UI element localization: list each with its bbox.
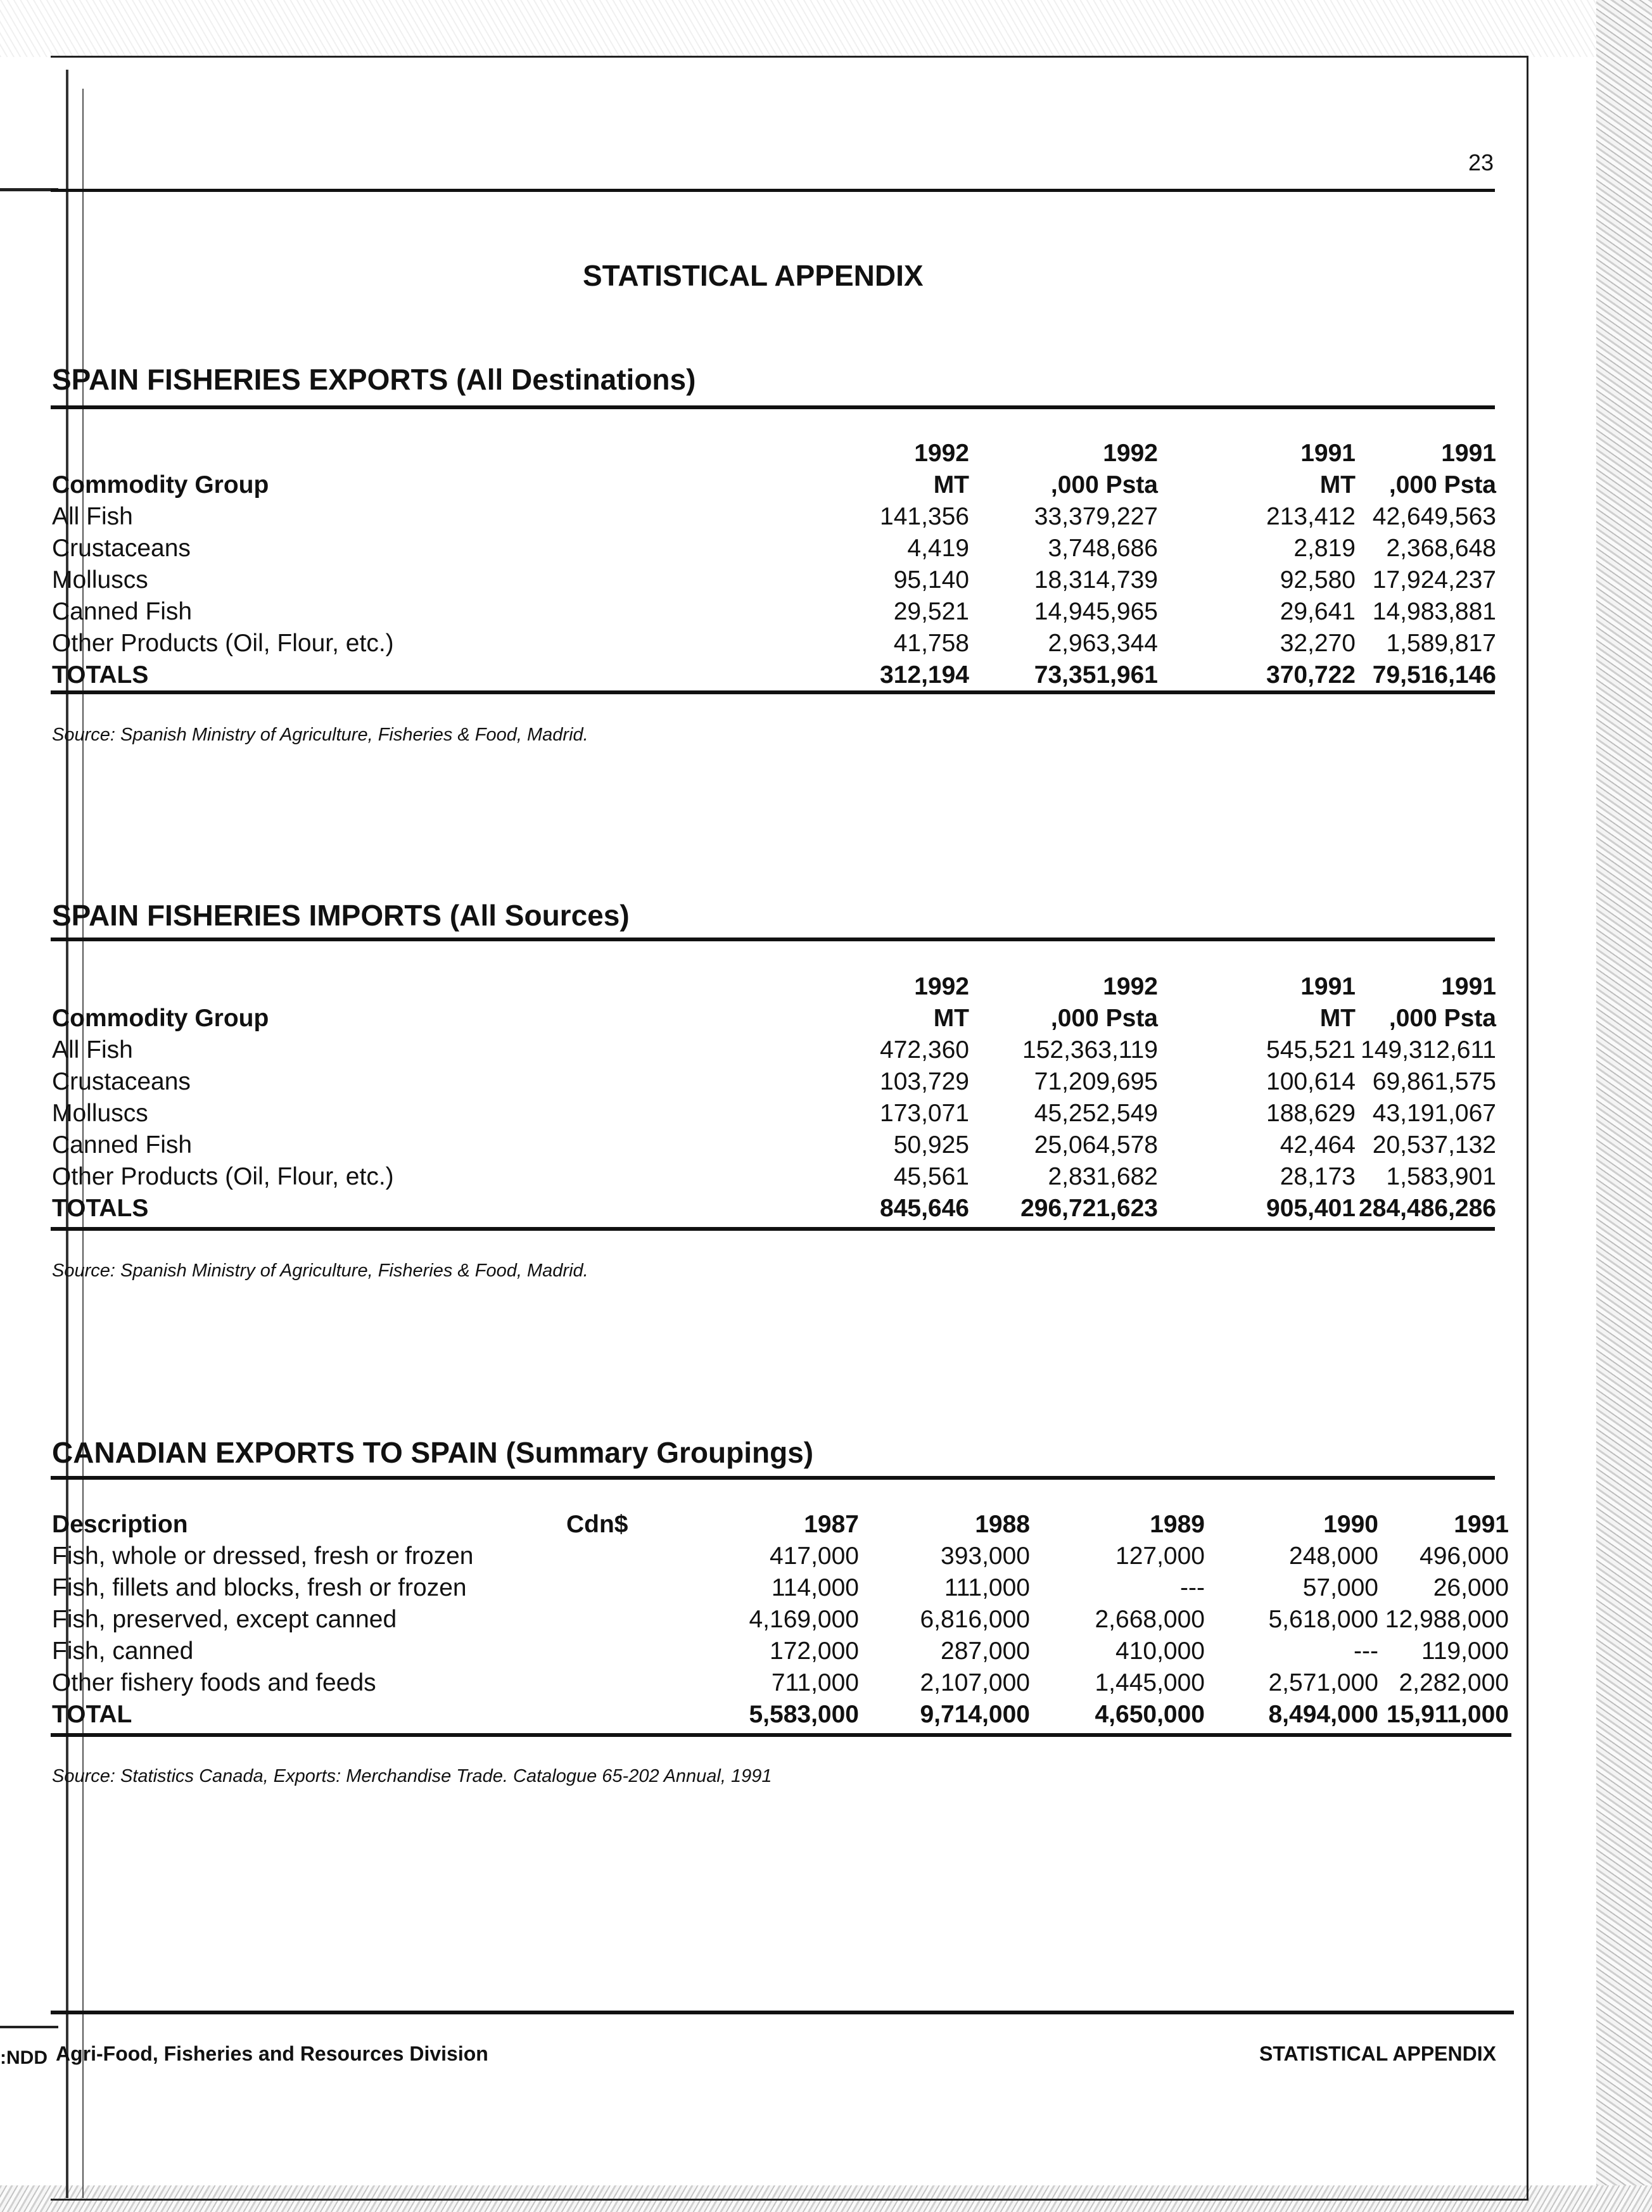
col-header-year: 1991 xyxy=(1300,973,1356,1000)
total-value: 15,911,000 xyxy=(1386,1701,1509,1728)
row-label: Fish, preserved, except canned xyxy=(52,1606,397,1633)
cell-value: 149,312,611 xyxy=(1361,1036,1496,1064)
row-label: Other fishery foods and feeds xyxy=(52,1669,376,1696)
table-row xyxy=(52,564,1496,596)
col-header-year: 1992 xyxy=(1103,973,1158,1000)
col-header-unit: MT xyxy=(1319,471,1356,499)
margin-tick-top xyxy=(0,188,58,191)
table-header-row xyxy=(52,971,1496,1003)
cell-value: 2,819 xyxy=(1293,535,1356,562)
total-value: 845,646 xyxy=(880,1195,969,1222)
cell-value: 410,000 xyxy=(1115,1637,1205,1665)
total-value: 79,516,146 xyxy=(1372,661,1496,689)
scan-noise-top xyxy=(0,0,1652,57)
col-header-year: 1991 xyxy=(1300,440,1356,467)
cell-value: --- xyxy=(1180,1574,1205,1601)
footer-section: STATISTICAL APPENDIX xyxy=(1259,2042,1496,2065)
row-label: Molluscs xyxy=(52,1100,148,1127)
total-value: 5,583,000 xyxy=(749,1701,859,1728)
cell-value: 3,748,686 xyxy=(1048,535,1158,562)
row-label: Crustaceans xyxy=(52,535,191,562)
col-header-year: 1992 xyxy=(914,440,969,467)
cell-value: 2,107,000 xyxy=(920,1669,1030,1696)
canada-title xyxy=(52,1435,813,1470)
cell-value: 4,419 xyxy=(907,535,969,562)
table-row xyxy=(52,1129,1496,1161)
col-header-year: 1990 xyxy=(1323,1511,1378,1538)
imports-top-rule xyxy=(51,938,1495,941)
cell-value: 2,571,000 xyxy=(1268,1669,1378,1696)
imports-source: Source: Spanish Ministry of Agriculture, Fisheries & Food, Madrid. xyxy=(52,1261,588,1281)
cell-value: 42,464 xyxy=(1280,1131,1356,1159)
cell-value: 2,831,682 xyxy=(1048,1163,1158,1190)
col-header-unit: MT xyxy=(1319,1005,1356,1032)
table-header-row xyxy=(52,469,1496,501)
cell-value: 119,000 xyxy=(1421,1637,1509,1665)
table-row xyxy=(52,501,1496,533)
footer-tag: :NDD xyxy=(0,2047,48,2068)
total-value: 284,486,286 xyxy=(1359,1195,1496,1222)
col-header-unit: ,000 Psta xyxy=(1050,471,1158,499)
cell-value: 45,561 xyxy=(893,1163,969,1190)
cell-value: 248,000 xyxy=(1289,1542,1378,1570)
col-header-unit: ,000 Psta xyxy=(1388,471,1496,499)
table-row xyxy=(52,1604,1509,1636)
canada-bottom-rule xyxy=(51,1733,1511,1737)
row-label: Canned Fish xyxy=(52,1131,193,1159)
cell-value: 188,629 xyxy=(1266,1100,1356,1127)
row-label: Fish, whole or dressed, fresh or frozen xyxy=(52,1542,474,1570)
cell-value: 25,064,578 xyxy=(1034,1131,1158,1159)
table-header-row xyxy=(52,1509,1509,1541)
cell-value: 496,000 xyxy=(1420,1542,1509,1570)
total-value: 312,194 xyxy=(880,661,969,689)
cell-value: 41,758 xyxy=(893,630,969,657)
cell-value: 152,363,119 xyxy=(1022,1036,1158,1064)
row-label: Fish, fillets and blocks, fresh or frozen xyxy=(52,1574,467,1601)
cell-value: 17,924,237 xyxy=(1372,566,1496,594)
cell-value: 5,618,000 xyxy=(1268,1606,1378,1633)
cell-value: 45,252,549 xyxy=(1034,1100,1158,1127)
col-header-year: 1992 xyxy=(914,973,969,1000)
description-header: Description xyxy=(52,1511,188,1538)
col-header-year: 1988 xyxy=(975,1511,1030,1538)
imports-title-main: SPAIN FISHERIES IMPORTS xyxy=(52,899,442,932)
cell-value: 287,000 xyxy=(941,1637,1030,1665)
cell-value: 172,000 xyxy=(770,1637,859,1665)
exports-title-sub: (All Destinations) xyxy=(456,363,696,396)
cell-value: 6,816,000 xyxy=(920,1606,1030,1633)
row-label: Crustaceans xyxy=(52,1068,191,1095)
cell-value: 57,000 xyxy=(1302,1574,1378,1601)
cell-value: 18,314,739 xyxy=(1034,566,1158,594)
col-header-year: 1991 xyxy=(1454,1511,1509,1538)
canada-title-sub: (Summary Groupings) xyxy=(505,1436,814,1469)
imports-title xyxy=(52,898,630,932)
exports-table xyxy=(52,438,1496,691)
table-row xyxy=(52,1667,1509,1699)
table-row xyxy=(52,533,1496,564)
cell-value: 711,000 xyxy=(771,1669,859,1696)
cell-value: 50,925 xyxy=(893,1131,969,1159)
col-header-year: 1992 xyxy=(1103,440,1158,467)
page-number: 23 xyxy=(1468,149,1494,175)
cell-value: 103,729 xyxy=(880,1068,969,1095)
col-header-unit: ,000 Psta xyxy=(1050,1005,1158,1032)
totals-row xyxy=(52,1699,1509,1731)
exports-bottom-rule xyxy=(51,690,1495,694)
table-header-row xyxy=(52,438,1496,469)
exports-title xyxy=(52,362,696,397)
footer-rule xyxy=(51,2011,1514,2014)
cell-value: 4,169,000 xyxy=(749,1606,859,1633)
table-row xyxy=(52,628,1496,659)
cell-value: 472,360 xyxy=(880,1036,969,1064)
col-header-unit: MT xyxy=(933,1005,969,1032)
footer-division: Agri-Food, Fisheries and Resources Division xyxy=(56,2042,488,2065)
row-label: All Fish xyxy=(52,503,133,530)
cell-value: 545,521 xyxy=(1266,1036,1356,1064)
cell-value: 43,191,067 xyxy=(1372,1100,1496,1127)
table-row xyxy=(52,1066,1496,1098)
table-row xyxy=(52,1098,1496,1129)
cell-value: 173,071 xyxy=(880,1100,969,1127)
table-row xyxy=(52,1636,1509,1667)
cell-value: 32,270 xyxy=(1280,630,1356,657)
total-value: 73,351,961 xyxy=(1034,661,1158,689)
cell-value: 2,668,000 xyxy=(1095,1606,1205,1633)
col-header-year: 1991 xyxy=(1441,440,1496,467)
cell-value: 42,649,563 xyxy=(1372,503,1496,530)
cell-value: 127,000 xyxy=(1115,1542,1205,1570)
cell-value: 2,368,648 xyxy=(1386,535,1496,562)
canada-top-rule xyxy=(51,1476,1495,1480)
table-header-row xyxy=(52,1003,1496,1034)
cell-value: 114,000 xyxy=(771,1574,859,1601)
col-header-year: 1987 xyxy=(804,1511,859,1538)
totals-row xyxy=(52,1193,1496,1224)
exports-source: Source: Spanish Ministry of Agriculture, Fisheries & Food, Madrid. xyxy=(52,725,588,745)
total-value: 8,494,000 xyxy=(1268,1701,1378,1728)
table-row xyxy=(52,1541,1509,1572)
total-value: 9,714,000 xyxy=(920,1701,1030,1728)
cell-value: 29,521 xyxy=(893,598,969,625)
cell-value: 1,445,000 xyxy=(1095,1669,1205,1696)
cell-value: 12,988,000 xyxy=(1385,1606,1509,1633)
cell-value: 20,537,132 xyxy=(1372,1131,1496,1159)
row-label: Canned Fish xyxy=(52,598,193,625)
cell-value: 2,963,344 xyxy=(1048,630,1158,657)
col-header-unit: MT xyxy=(933,471,969,499)
canada-table xyxy=(52,1509,1509,1731)
cell-value: 14,945,965 xyxy=(1034,598,1158,625)
page-title: STATISTICAL APPENDIX xyxy=(583,259,924,292)
cell-value: 1,583,901 xyxy=(1386,1163,1496,1190)
totals-label: TOTAL xyxy=(52,1701,132,1728)
cell-value: 26,000 xyxy=(1433,1574,1509,1601)
group-header: Commodity Group xyxy=(52,1005,269,1032)
cell-value: 14,983,881 xyxy=(1372,598,1496,625)
total-value: 296,721,623 xyxy=(1020,1195,1158,1222)
total-value: 370,722 xyxy=(1266,661,1356,689)
row-label: Other Products (Oil, Flour, etc.) xyxy=(52,630,394,657)
imports-bottom-rule xyxy=(51,1227,1495,1231)
cell-value: 33,379,227 xyxy=(1034,503,1158,530)
imports-table xyxy=(52,971,1496,1224)
col-header-year: 1989 xyxy=(1150,1511,1205,1538)
canada-source: Source: Statistics Canada, Exports: Merchandise Trade. Catalogue 65-202 Annual, 1991 xyxy=(52,1766,772,1786)
group-header: Commodity Group xyxy=(52,471,269,499)
margin-tick-bottom xyxy=(0,2026,58,2028)
exports-title-main: SPAIN FISHERIES EXPORTS xyxy=(52,363,448,396)
row-label: Molluscs xyxy=(52,566,148,594)
cell-value: 29,641 xyxy=(1280,598,1356,625)
cell-value: --- xyxy=(1354,1637,1378,1665)
totals-row xyxy=(52,659,1496,691)
totals-label: TOTALS xyxy=(52,661,149,689)
table-row xyxy=(52,1034,1496,1066)
cell-value: 95,140 xyxy=(893,566,969,594)
cell-value: 213,412 xyxy=(1266,503,1356,530)
cell-value: 71,209,695 xyxy=(1034,1068,1158,1095)
cell-value: 1,589,817 xyxy=(1386,630,1496,657)
imports-title-sub: (All Sources) xyxy=(449,899,630,932)
cell-value: 141,356 xyxy=(880,503,969,530)
table-row xyxy=(52,1161,1496,1193)
cell-value: 28,173 xyxy=(1280,1163,1356,1190)
table-row xyxy=(52,596,1496,628)
cell-value: 92,580 xyxy=(1280,566,1356,594)
scan-noise-right xyxy=(1596,0,1652,2212)
cell-value: 111,000 xyxy=(944,1574,1030,1601)
cell-value: 69,861,575 xyxy=(1372,1068,1496,1095)
exports-top-rule xyxy=(51,405,1495,409)
cell-value: 100,614 xyxy=(1266,1068,1356,1095)
row-label: Fish, canned xyxy=(52,1637,194,1665)
table-row xyxy=(52,1572,1509,1604)
currency-header: Cdn$ xyxy=(566,1511,628,1538)
cell-value: 2,282,000 xyxy=(1399,1669,1509,1696)
header-rule xyxy=(51,189,1495,192)
canada-title-main: CANADIAN EXPORTS TO SPAIN xyxy=(52,1436,498,1469)
totals-label: TOTALS xyxy=(52,1195,149,1222)
cell-value: 417,000 xyxy=(770,1542,859,1570)
cell-value: 393,000 xyxy=(941,1542,1030,1570)
col-header-unit: ,000 Psta xyxy=(1388,1005,1496,1032)
row-label: Other Products (Oil, Flour, etc.) xyxy=(52,1163,394,1190)
row-label: All Fish xyxy=(52,1036,133,1064)
total-value: 905,401 xyxy=(1266,1195,1356,1222)
col-header-year: 1991 xyxy=(1441,973,1496,1000)
total-value: 4,650,000 xyxy=(1095,1701,1205,1728)
